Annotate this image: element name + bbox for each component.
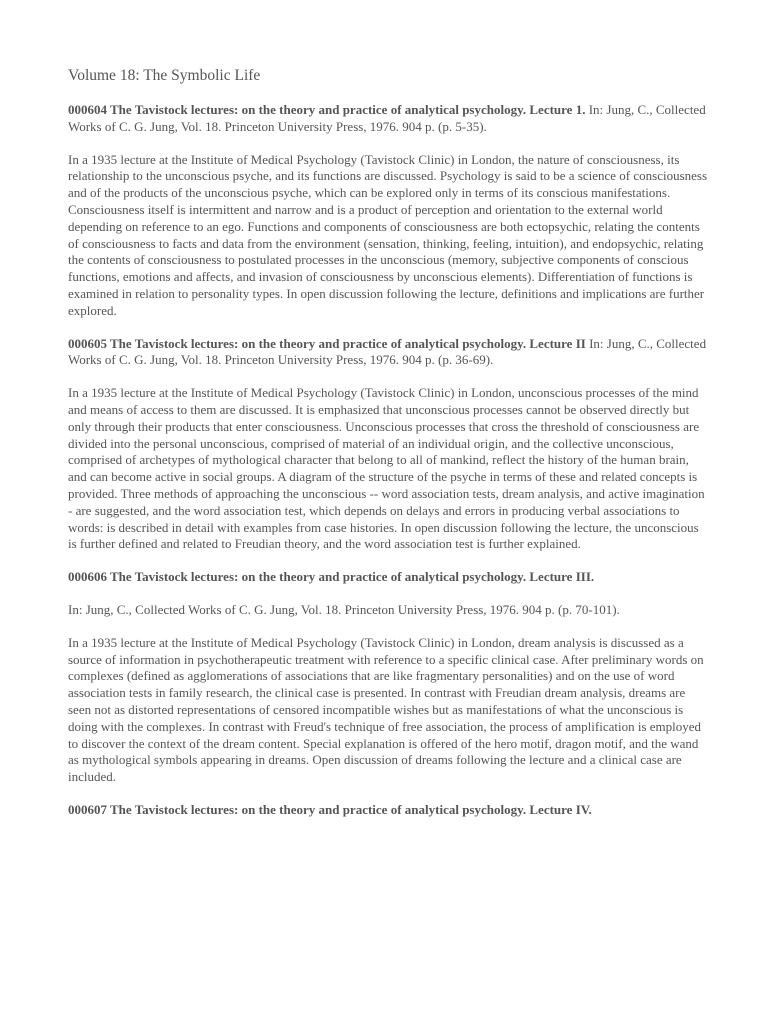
entry-heading-000607 xyxy=(68,802,710,819)
entry-heading-000605 xyxy=(68,336,710,370)
entry-abstract-000606: In a 1935 lecture at the Institute of Medical Psychology (Tavistock Clinic) in London, dream analysis is discussed as a source of information in psychotherapeutic treatment with reference to a specific clinical case. After preliminary words on complexes (defined as agglomerations of associations that are like fragmentary personalities) and on the use of word association tests in family research, the clinical case is presented. In contrast with Freudian dream analysis, dreams are seen not as distorted representations of censored incompatible wishes but as manifestations of what the unconscious is doing with the complexes. In contrast with Freud's technique of free association, the process of amplification is employed to discover the context of the dream content. Special explanation is offered of the hero motif, dragon motif, and the wand as mythological symbols appearing in dreams. Open discussion of dreams following the lecture and a clinical case are included. xyxy=(68,634,704,785)
entry-citation: In: Jung, C., Collected Works of C. G. Jung, Vol. 18. Princeton University Press, 1976. 904 p. (p. 5-35). xyxy=(68,102,706,134)
entry-title: 000607 The Tavistock lectures: on the theory and practice of analytical psychology. Lecture IV. xyxy=(68,801,592,817)
entry-title: 000606 The Tavistock lectures: on the theory and practice of analytical psychology. Lecture III. xyxy=(68,569,595,585)
entry-title: 000604 The Tavistock lectures: on the theory and practice of analytical psychology. Lecture 1. xyxy=(68,102,586,117)
entry-heading-000606 xyxy=(68,569,710,586)
entry-title: 000605 The Tavistock lectures: on the theory and practice of analytical psychology. Lecture II xyxy=(68,335,586,351)
entry-abstract-000605: In a 1935 lecture at the Institute of Medical Psychology (Tavistock Clinic) in London, unconscious processes of the mind and means of access to them are discussed. It is emphasized that unconscious processes cannot be observed directly but only through their products that enter consciousness. Unconscious processes that cross the threshold of consciousness are divided into the personal unconscious, comprised of material of an individual origin, and the collective unconscious, comprised of archetypes of mythological character that belong to all of mankind, reflect the history of the human brain, and can become active in social groups. A diagram of the structure of the psyche in terms of these and related concepts is provided. Three methods of approaching the unconscious -- word association tests, dream analysis, and active imagination - are suggested, and the word association test, which depends on delays and errors in producing verbal associations to words: is described in detail with examples from case histories. In open discussion following the lecture, the unconscious is further defined and related to Freudian theory, and the word association test is further explained. xyxy=(68,385,705,552)
volume-title: Volume 18: The Symbolic Life xyxy=(68,67,261,84)
entry-citation-000606: In: Jung, C., Collected Works of C. G. Jung, Vol. 18. Princeton University Press, 1976. 904 p. (p. 70-101). xyxy=(68,601,620,617)
entry-heading-000604 xyxy=(68,102,710,136)
entry-citation: In: Jung, C., Collected Works of C. G. Jung, Vol. 18. Princeton University Press, 1976. 904 p. (p. 36-69). xyxy=(68,335,707,368)
entry-abstract-000604: In a 1935 lecture at the Institute of Medical Psychology (Tavistock Clinic) in London, the nature of consciousness, its relationship to the unconscious psyche, and its functions are discussed. Psychology is said to be a science of consciousness and of the products of the unconscious psyche, which can be explored only in terms of its conscious manifestations. Consciousness itself is intermittent and narrow and is a product of perception and orientation to the external world depending on reference to an ego. Functions and components of consciousness are both ectopsychic, relating the contents of consciousness to facts and data from the environment (sensation, thinking, feeling, intuition), and endopsychic, relating the contents of consciousness to postulated processes in the unconscious (memory, subjective components of conscious functions, emotions and affects, and invasion of consciousness by unconscious elements). Differentiation of functions is examined in relation to personality types. In open discussion following the lecture, definitions and implications are further explored. xyxy=(68,151,708,318)
